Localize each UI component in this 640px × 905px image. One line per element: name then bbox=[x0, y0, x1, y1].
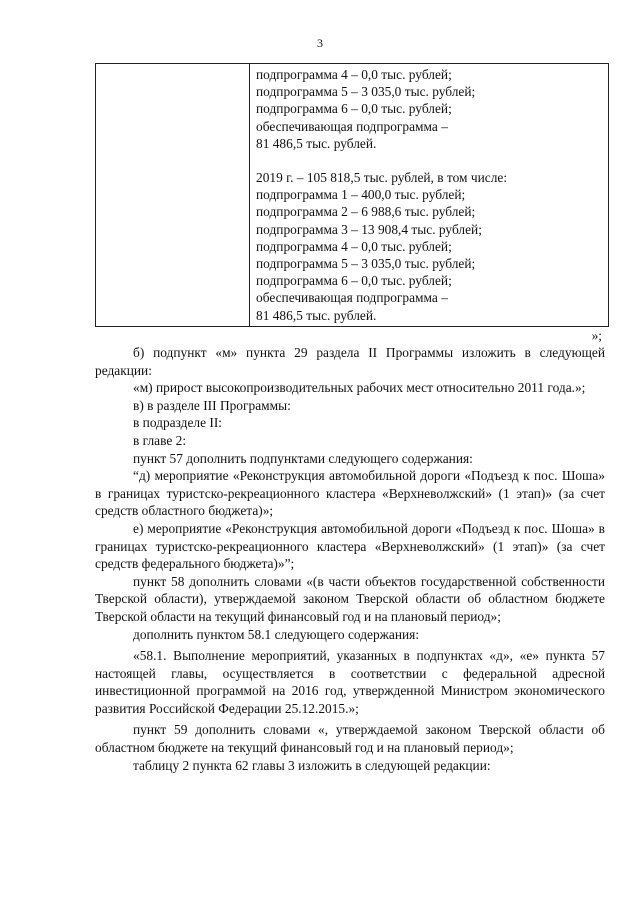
paragraph: в главе 2: bbox=[133, 432, 187, 448]
table-line: обеспечивающая подпрограмма – bbox=[256, 118, 448, 134]
paragraph: е) мероприятие «Реконструкция автомобильной дороги «Подъезд к пос. Шоша» в границах туристско-рекреационного кластера «Верхневолжский» (1 этап)» (за счет средств федерального бюджета)»”; bbox=[95, 520, 605, 572]
paragraph: таблицу 2 пункта 62 главы 3 изложить в следующей редакции: bbox=[133, 757, 491, 773]
table-line: подпрограмма 1 – 400,0 тыс. рублей; bbox=[256, 187, 466, 203]
funding-table bbox=[95, 63, 609, 327]
paragraph: пункт 57 дополнить подпунктами следующего содержания: bbox=[133, 450, 473, 466]
paragraph: дополнить пунктом 58.1 следующего содержания: bbox=[133, 626, 420, 642]
document-body bbox=[95, 344, 605, 774]
table-line: подпрограмма 6 – 0,0 тыс. рублей; bbox=[256, 101, 452, 117]
table-line: подпрограмма 5 – 3 035,0 тыс. рублей; bbox=[256, 84, 476, 100]
table-line: подпрограмма 4 – 0,0 тыс. рублей; bbox=[256, 67, 452, 82]
paragraph: пункт 59 дополнить словами «, утверждаемой законом Тверской области об областном бюджете на текущий финансовый год и на плановый период»; bbox=[95, 722, 605, 756]
quote-end: »; bbox=[591, 328, 602, 343]
paragraph: “д) мероприятие «Реконструкция автомобильной дороги «Подъезд к пос. Шоша» в границах туристско-рекреационного кластера «Верхневолжский» (1 этап)» (за счет средств областного бюджета)»; bbox=[95, 468, 605, 519]
table-line: 81 486,5 тыс. рублей. bbox=[256, 135, 377, 151]
paragraph: б) подпункт «м» пункта 29 раздела II Программы изложить в следующей редакции: bbox=[95, 345, 605, 378]
table-line: подпрограмма 2 – 6 988,6 тыс. рублей; bbox=[256, 204, 476, 220]
page-number: 3 bbox=[317, 36, 323, 50]
table-line: 81 486,5 тыс. рублей. bbox=[256, 307, 377, 323]
table-line: обеспечивающая подпрограмма – bbox=[256, 290, 448, 306]
table-line: 2019 г. – 105 818,5 тыс. рублей, в том числе: bbox=[256, 170, 508, 186]
paragraph: пункт 58 дополнить словами «(в части объектов государственной собственности Тверской области), утверждаемой законом Тверской области об областном бюджете Тверской области на текущий финансовый год и на плановый период»; bbox=[95, 573, 605, 624]
table-column-divider bbox=[249, 64, 250, 326]
table-line: подпрограмма 4 – 0,0 тыс. рублей; bbox=[256, 238, 452, 254]
table-cell-funding bbox=[256, 66, 507, 324]
table-line: подпрограмма 6 – 0,0 тыс. рублей; bbox=[256, 273, 452, 289]
paragraph: «58.1. Выполнение мероприятий, указанных в подпунктах «д», «е» пункта 57 настоящей главы, осуществляется в соответствии с федеральной адресной инвестиционной программой на 2016 год, утвержденной Министром экономического развития Российской Федерации 25.12.2015.»; bbox=[95, 648, 605, 716]
table-line: подпрограмма 3 – 13 908,4 тыс. рублей; bbox=[256, 221, 482, 237]
table-line: подпрограмма 5 – 3 035,0 тыс. рублей; bbox=[256, 256, 476, 272]
paragraph: в) в разделе III Программы: bbox=[133, 397, 291, 413]
paragraph: в подразделе II: bbox=[133, 415, 223, 431]
paragraph: «м) прирост высокопроизводительных рабочих мест относительно 2011 года.»; bbox=[133, 380, 586, 396]
